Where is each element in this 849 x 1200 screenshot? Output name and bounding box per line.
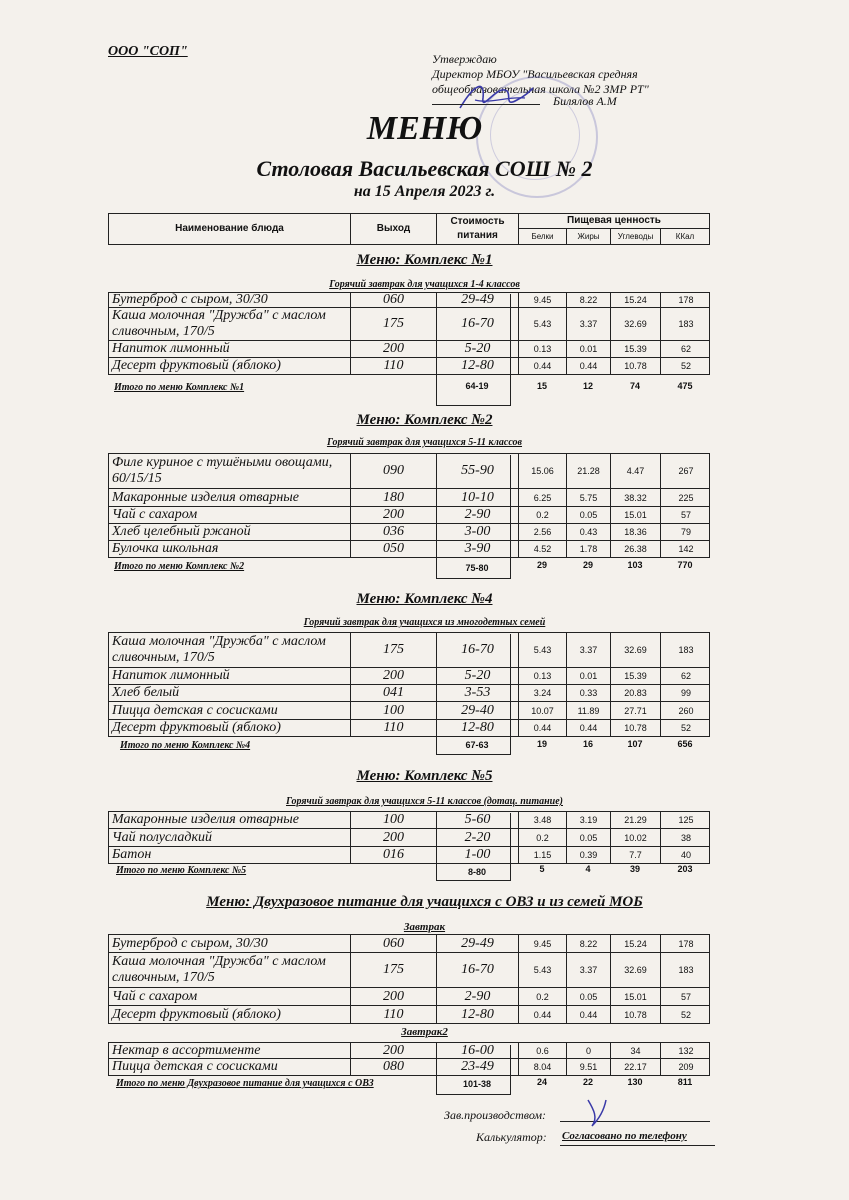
dish-output: 060 <box>351 935 437 952</box>
dish-fat: 3.37 <box>567 953 611 987</box>
dish-protein: 0.44 <box>519 720 567 736</box>
dish-fat: 21.28 <box>567 454 611 488</box>
dish-carbs: 21.29 <box>611 812 661 828</box>
dish-protein: 5.43 <box>519 953 567 987</box>
table-row <box>108 1006 710 1024</box>
dish-cost: 2-20 <box>437 829 519 846</box>
dish-kcal: 62 <box>680 671 691 681</box>
total-protein: 29 <box>536 560 547 570</box>
table-row <box>108 1059 710 1076</box>
dish-kcal: 99 <box>680 688 691 698</box>
total-protein: 15 <box>536 381 547 391</box>
dish-name: Макаронные изделия отварные <box>109 489 351 506</box>
total-cost: 101-38 <box>462 1079 492 1089</box>
dish-fat: 11.89 <box>567 702 611 719</box>
dish-output: 036 <box>351 524 437 540</box>
dish-fat: 0.05 <box>567 507 611 523</box>
menu-table <box>108 811 710 864</box>
section-subtitle: Горячий завтрак для учащихся из многодетных семей <box>303 617 546 628</box>
table-row <box>108 341 710 358</box>
dish-fat: 0.43 <box>567 524 611 540</box>
section-subtitle: Завтрак <box>403 921 446 933</box>
dish-output: 175 <box>351 953 437 987</box>
total-label: Итого по меню Комплекс №4 <box>120 740 251 751</box>
dish-cost: 3-00 <box>437 524 519 540</box>
total-row <box>108 1077 710 1093</box>
dish-carbs: 15.24 <box>611 935 661 952</box>
dish-name: Каша молочная "Дружба" с маслом сливочным, 170/5 <box>109 953 351 987</box>
dish-fat: 5.75 <box>567 489 611 506</box>
dish-name: Булочка школьная <box>109 541 351 557</box>
dish-name: Макаронные изделия отварные <box>109 812 351 828</box>
dish-name: Хлеб целебный ржаной <box>109 524 351 540</box>
total-row <box>108 560 710 576</box>
dish-protein: 9.45 <box>519 935 567 952</box>
table-row <box>108 1042 710 1059</box>
col-carbs: Углеводы <box>611 229 661 244</box>
dish-carbs: 10.78 <box>611 720 661 736</box>
dish-output: 200 <box>351 1043 437 1058</box>
dish-kcal: 132 <box>678 1045 694 1056</box>
dish-cost: 2-90 <box>437 507 519 523</box>
dish-protein: 0.2 <box>519 829 567 846</box>
col-cost-line2: питания <box>457 230 498 241</box>
section-title: Меню: Комплекс №2 <box>356 412 493 428</box>
dish-output: 200 <box>351 668 437 684</box>
dish-cost: 55-90 <box>437 454 519 488</box>
table-row <box>108 988 710 1006</box>
dish-fat: 0.44 <box>567 720 611 736</box>
total-fat: 22 <box>582 1077 593 1087</box>
dish-cost: 12-80 <box>437 720 519 736</box>
col-cost-line1: Стоимость <box>450 216 505 227</box>
dish-cost: 29-49 <box>437 293 519 307</box>
dish-protein: 0.2 <box>519 988 567 1005</box>
dish-output: 180 <box>351 489 437 506</box>
dish-carbs: 18.36 <box>611 524 661 540</box>
dish-name: Десерт фруктовый (яблоко) <box>109 1006 351 1023</box>
dish-fat: 0.05 <box>567 988 611 1005</box>
dish-cost: 16-00 <box>437 1043 519 1058</box>
dish-carbs: 38.32 <box>611 489 661 506</box>
total-fat: 4 <box>585 864 591 874</box>
dish-fat: 0.44 <box>567 1006 611 1023</box>
dish-name: Батон <box>109 847 351 863</box>
dish-name: Напиток лимонный <box>109 668 351 684</box>
dish-fat: 3.37 <box>567 633 611 667</box>
dish-output: 110 <box>351 358 437 374</box>
dish-protein: 3.24 <box>519 685 567 701</box>
dish-output: 110 <box>351 1006 437 1023</box>
dish-carbs: 15.39 <box>611 668 661 684</box>
dish-output: 016 <box>351 847 437 863</box>
total-kcal: 203 <box>677 864 693 874</box>
total-row <box>108 381 710 397</box>
table-row <box>108 685 710 702</box>
total-carbs: 107 <box>627 739 643 749</box>
total-label: Итого по меню Двухразовое питание для учащихся с ОВЗ <box>116 1078 374 1089</box>
dish-protein: 4.52 <box>519 541 567 557</box>
dish-carbs: 15.24 <box>611 293 661 307</box>
total-cost: 75-80 <box>465 563 489 573</box>
dish-kcal: 79 <box>680 527 691 537</box>
table-row <box>108 507 710 524</box>
dish-cost: 23-49 <box>437 1059 519 1075</box>
dish-output: 200 <box>351 988 437 1005</box>
dish-kcal: 52 <box>680 361 691 371</box>
dish-kcal: 225 <box>678 492 694 503</box>
menu-table <box>108 632 710 737</box>
menu-table <box>108 1042 710 1076</box>
dish-kcal: 183 <box>678 645 694 655</box>
table-row <box>108 632 710 668</box>
table-row <box>108 720 710 737</box>
dish-name: Бутерброд с сыром, 30/30 <box>109 935 351 952</box>
dish-protein: 5.43 <box>519 308 567 340</box>
col-output: Выход <box>351 214 437 244</box>
dish-name: Пицца детская с сосисками <box>109 1059 351 1075</box>
section-subtitle: Горячий завтрак для учащихся 5-11 классов (дотац. питание) <box>286 796 563 807</box>
dish-kcal: 178 <box>678 295 694 305</box>
table-row <box>108 541 710 558</box>
dish-carbs: 34 <box>611 1043 661 1058</box>
dish-cost: 12-80 <box>437 1006 519 1023</box>
production-signature <box>582 1096 612 1130</box>
table-row <box>108 829 710 847</box>
dish-cost: 3-90 <box>437 541 519 557</box>
dish-output: 060 <box>351 293 437 307</box>
dish-fat: 0 <box>567 1043 611 1058</box>
col-kcal: ККал <box>675 232 695 241</box>
section-title: Меню: Двухразовое питание для учащихся с ОВЗ и из семей МОБ <box>206 894 643 910</box>
dish-protein: 0.13 <box>519 668 567 684</box>
dish-protein: 0.13 <box>519 341 567 357</box>
dish-name: Нектар в ассортименте <box>109 1043 351 1058</box>
section-subtitle: Горячий завтрак для учащихся 1-4 классов <box>329 279 520 290</box>
calculator-label: Калькулятор: <box>476 1130 547 1144</box>
dish-kcal: 57 <box>680 991 691 1002</box>
dish-carbs: 20.83 <box>611 685 661 701</box>
total-kcal: 475 <box>677 381 693 391</box>
dish-output: 110 <box>351 720 437 736</box>
total-kcal: 770 <box>677 560 693 570</box>
dish-output: 080 <box>351 1059 437 1075</box>
dish-protein: 5.43 <box>519 633 567 667</box>
dish-protein: 9.45 <box>519 293 567 307</box>
total-fat: 12 <box>582 381 593 391</box>
dish-output: 100 <box>351 812 437 828</box>
dish-fat: 0.05 <box>567 829 611 846</box>
table-row <box>108 668 710 685</box>
dish-protein: 1.15 <box>519 847 567 863</box>
dish-name: Чай полусладкий <box>109 829 351 846</box>
col-fat: Жиры <box>567 229 611 244</box>
total-row <box>108 739 710 755</box>
dish-name: Чай с сахаром <box>109 988 351 1005</box>
director-name: Билялов А.М <box>553 94 617 108</box>
calculator-line <box>560 1145 715 1146</box>
dish-cost: 29-49 <box>437 935 519 952</box>
total-protein: 5 <box>539 864 545 874</box>
dish-carbs: 22.17 <box>611 1059 661 1075</box>
dish-cost: 29-40 <box>437 702 519 719</box>
dish-fat: 9.51 <box>567 1059 611 1075</box>
dish-output: 200 <box>351 341 437 357</box>
dish-cost: 3-53 <box>437 685 519 701</box>
dish-name: Бутерброд с сыром, 30/30 <box>109 293 351 307</box>
dish-name: Десерт фруктовый (яблоко) <box>109 720 351 736</box>
dish-carbs: 4.47 <box>611 454 661 488</box>
total-carbs: 130 <box>627 1077 643 1087</box>
dish-kcal: 38 <box>680 832 691 843</box>
col-cost <box>437 214 519 244</box>
dish-cost: 16-70 <box>437 633 519 667</box>
dish-cost: 5-20 <box>437 668 519 684</box>
dish-carbs: 32.69 <box>611 308 661 340</box>
page-subtitle: Столовая Васильевская СОШ № 2 <box>256 156 593 181</box>
dish-carbs: 32.69 <box>611 633 661 667</box>
dish-name: Хлеб белый <box>109 685 351 701</box>
table-header <box>108 213 710 245</box>
dish-cost: 5-60 <box>437 812 519 828</box>
total-kcal: 811 <box>677 1077 693 1087</box>
total-kcal: 656 <box>677 739 693 749</box>
table-row <box>108 358 710 375</box>
dish-carbs: 10.78 <box>611 1006 661 1023</box>
dish-fat: 3.37 <box>567 308 611 340</box>
dish-cost: 1-00 <box>437 847 519 863</box>
dish-fat: 8.22 <box>567 293 611 307</box>
dish-kcal: 267 <box>678 466 694 476</box>
dish-fat: 0.33 <box>567 685 611 701</box>
menu-table <box>108 934 710 1024</box>
dish-kcal: 62 <box>680 344 691 354</box>
dish-name: Напиток лимонный <box>109 341 351 357</box>
dish-carbs: 26.38 <box>611 541 661 557</box>
production-manager-label: Зав.производством: <box>444 1108 547 1122</box>
dish-output: 100 <box>351 702 437 719</box>
total-carbs: 39 <box>629 864 640 874</box>
total-row <box>108 864 710 880</box>
menu-table <box>108 292 710 375</box>
section-subtitle: Горячий завтрак для учащихся 5-11 классов <box>326 437 523 448</box>
dish-cost: 10-10 <box>437 489 519 506</box>
table-row <box>108 489 710 507</box>
dish-carbs: 10.78 <box>611 358 661 374</box>
dish-name: Чай с сахаром <box>109 507 351 523</box>
dish-fat: 3.19 <box>567 812 611 828</box>
menu-table <box>108 453 710 558</box>
dish-fat: 8.22 <box>567 935 611 952</box>
table-row <box>108 524 710 541</box>
table-row <box>108 811 710 829</box>
dish-protein: 0.2 <box>519 507 567 523</box>
section-title: Меню: Комплекс №5 <box>356 768 493 784</box>
total-carbs: 74 <box>629 381 640 391</box>
dish-protein: 15.06 <box>519 454 567 488</box>
dish-fat: 1.78 <box>567 541 611 557</box>
dish-output: 090 <box>351 454 437 488</box>
dish-protein: 8.04 <box>519 1059 567 1075</box>
approval-line: Утверждаю <box>432 52 497 66</box>
dish-kcal: 178 <box>678 938 694 949</box>
dish-fat: 0.39 <box>567 847 611 863</box>
table-row <box>108 702 710 720</box>
dish-name: Десерт фруктовый (яблоко) <box>109 358 351 374</box>
col-protein: Белки <box>519 229 567 244</box>
dish-carbs: 15.39 <box>611 341 661 357</box>
col-name: Наименование блюда <box>109 214 351 244</box>
total-fat: 16 <box>582 739 593 749</box>
dish-name: Каша молочная "Дружба" с маслом сливочным, 170/5 <box>109 308 351 340</box>
dish-kcal: 142 <box>678 544 694 554</box>
signature-line <box>432 103 540 105</box>
section-subtitle: Завтрак2 <box>401 1026 448 1038</box>
dish-carbs: 15.01 <box>611 507 661 523</box>
dish-kcal: 183 <box>678 319 694 329</box>
total-label: Итого по меню Комплекс №5 <box>116 865 247 876</box>
dish-name: Каша молочная "Дружба" с маслом сливочным, 170/5 <box>109 633 351 667</box>
dish-kcal: 52 <box>680 1009 691 1020</box>
dish-name: Пицца детская с сосисками <box>109 702 351 719</box>
total-cost: 67-63 <box>465 740 489 750</box>
dish-protein: 6.25 <box>519 489 567 506</box>
dish-output: 041 <box>351 685 437 701</box>
dish-kcal: 183 <box>678 965 694 975</box>
section-title: Меню: Комплекс №4 <box>356 591 493 607</box>
table-row <box>108 453 710 489</box>
dish-protein: 3.48 <box>519 812 567 828</box>
dish-cost: 5-20 <box>437 341 519 357</box>
dish-output: 175 <box>351 633 437 667</box>
dish-output: 175 <box>351 308 437 340</box>
dish-kcal: 57 <box>680 510 691 520</box>
total-cost: 8-80 <box>467 867 486 877</box>
total-protein: 24 <box>536 1077 547 1087</box>
dish-carbs: 7.7 <box>611 847 661 863</box>
section-title: Меню: Комплекс №1 <box>356 252 493 268</box>
dish-carbs: 32.69 <box>611 953 661 987</box>
dish-protein: 0.6 <box>519 1043 567 1058</box>
dish-kcal: 209 <box>678 1062 694 1072</box>
dish-protein: 10.07 <box>519 702 567 719</box>
dish-protein: 0.44 <box>519 1006 567 1023</box>
dish-kcal: 52 <box>680 723 691 733</box>
dish-kcal: 40 <box>680 850 691 860</box>
total-protein: 19 <box>536 739 547 749</box>
dish-cost: 12-80 <box>437 358 519 374</box>
approval-line: общеобразовательная школа №2 ЗМР РТ" <box>432 82 649 96</box>
page-title: МЕНЮ <box>366 110 483 147</box>
dish-carbs: 10.02 <box>611 829 661 846</box>
total-carbs: 103 <box>627 560 643 570</box>
organization-name: ООО "СОП" <box>108 44 188 59</box>
col-nutrition: Пищевая ценность <box>519 214 709 229</box>
table-row <box>108 292 710 308</box>
dish-kcal: 125 <box>678 815 694 825</box>
dish-fat: 0.01 <box>567 668 611 684</box>
dish-output: 200 <box>351 829 437 846</box>
dish-carbs: 15.01 <box>611 988 661 1005</box>
dish-fat: 0.44 <box>567 358 611 374</box>
dish-cost: 16-70 <box>437 953 519 987</box>
calculator-value: Согласовано по телефону <box>562 1130 687 1142</box>
dish-carbs: 27.71 <box>611 702 661 719</box>
dish-kcal: 260 <box>678 705 694 716</box>
total-label: Итого по меню Комплекс №2 <box>114 561 245 572</box>
approval-line: Директор МБОУ "Васильевская средняя <box>432 67 638 81</box>
dish-fat: 0.01 <box>567 341 611 357</box>
table-row <box>108 934 710 953</box>
total-label: Итого по меню Комплекс №1 <box>114 382 245 393</box>
total-fat: 29 <box>582 560 593 570</box>
dish-output: 050 <box>351 541 437 557</box>
dish-protein: 0.44 <box>519 358 567 374</box>
dish-name: Филе куриное с тушёными овощами, 60/15/15 <box>109 454 351 488</box>
dish-protein: 2.56 <box>519 524 567 540</box>
table-row <box>108 847 710 864</box>
dish-cost: 16-70 <box>437 308 519 340</box>
dish-cost: 2-90 <box>437 988 519 1005</box>
table-row <box>108 308 710 341</box>
menu-date: на 15 Апреля 2023 г. <box>353 183 496 200</box>
dish-output: 200 <box>351 507 437 523</box>
total-cost: 64-19 <box>465 381 489 391</box>
table-row <box>108 953 710 988</box>
